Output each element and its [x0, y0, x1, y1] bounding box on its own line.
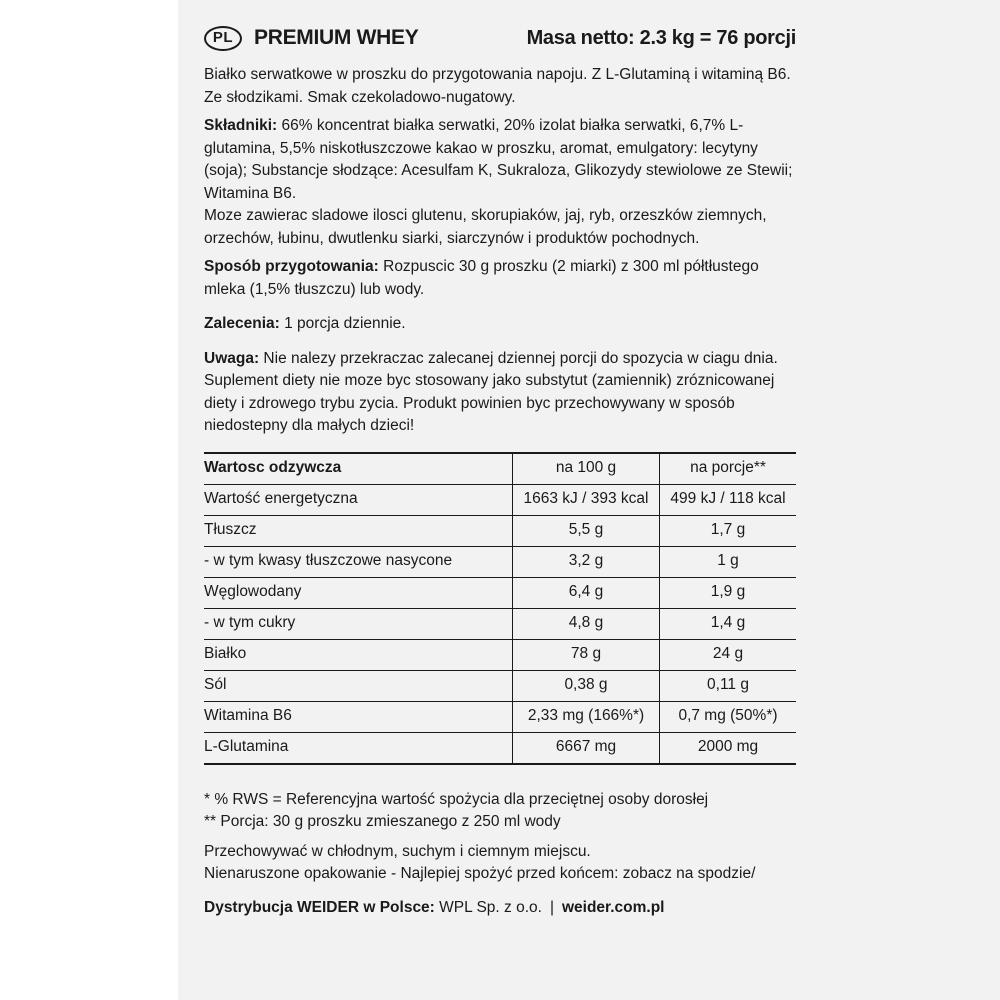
nutrient-per-portion: 0,11 g: [660, 670, 797, 701]
table-row: [204, 670, 796, 701]
ingredients-text: 66% koncentrat białka serwatki, 20% izolat białka serwatki, 6,7% L-glutamina, 5,5% niskotłuszczowe kakao w proszku, aromat, emulgatory: lecytyny (soja); Substancje słodzące: Acesulfam K, Sukraloza, Glikozydy stewiolowe ze Stewii; Witamina B6.: [204, 117, 793, 202]
nutrient-name: - w tym cukry: [204, 608, 513, 639]
nutrient-name: L-Glutamina: [204, 732, 513, 764]
language-badge: PL: [204, 26, 242, 51]
nutrient-per100: 0,38 g: [513, 670, 660, 701]
nutrient-name: Węglowodany: [204, 577, 513, 608]
warning: [204, 348, 796, 438]
nutrient-per100: 78 g: [513, 639, 660, 670]
distribution-website: weider.com.pl: [561, 898, 665, 916]
nutrient-per-portion: 24 g: [660, 639, 797, 670]
nutrition-table: [204, 452, 796, 765]
table-row: [204, 484, 796, 515]
nutrient-per100: 1663 kJ / 393 kcal: [513, 484, 660, 515]
preparation: [204, 256, 796, 301]
table-row: [204, 732, 796, 764]
table-row: [204, 701, 796, 732]
nutrient-per-portion: 0,7 mg (50%*): [660, 701, 797, 732]
distribution-company: WPL Sp. z o.o.: [434, 898, 542, 916]
warning-text: Nie nalezy przekraczac zalecanej dziennej porcji do spozycia w ciagu dnia. Suplement diety nie moze byc stosowany jako substytut (zamiennik) zróznicowanej diety i zdrowego trybu zycia. Produkt powinien byc przechowywany w sposób niedostepny dla małych dzieci!: [204, 349, 778, 434]
best-before-line: Nienaruszone opakowanie - Najlepiej spożyć przed końcem: zobacz na spodzie/: [204, 864, 756, 882]
preparation-label: Sposób przygotowania:: [204, 258, 379, 275]
nutrition-header-per100: na 100 g: [513, 453, 660, 485]
nutrient-per100: 6,4 g: [513, 577, 660, 608]
footnotes: [204, 789, 796, 833]
nutrient-per100: 2,33 mg (166%*): [513, 701, 660, 732]
ingredients: [204, 115, 796, 205]
recommendation-text: 1 porcja dziennie.: [279, 315, 406, 332]
warning-label: Uwaga:: [204, 349, 260, 367]
distribution-separator: |: [549, 898, 554, 916]
nutrition-header-row: [204, 453, 796, 485]
nutrient-per100: 5,5 g: [513, 515, 660, 546]
table-row: [204, 577, 796, 608]
storage-info: [204, 841, 796, 885]
allergens-text: Moze zawierac sladowe ilosci glutenu, skorupiaków, jaj, ryb, orzeszków ziemnych, orzechów, łubinu, dwutlenku siarki, siarczynów i produktów pochodnych.: [204, 207, 767, 247]
nutrition-header-per-portion: na porcje**: [660, 453, 797, 485]
nutrient-per-portion: 1 g: [660, 546, 797, 577]
table-row: [204, 546, 796, 577]
nutrient-name: Wartość energetyczna: [204, 484, 513, 515]
label-header: [204, 18, 796, 58]
nutrient-per100: 6667 mg: [513, 732, 660, 764]
header-left: [204, 26, 418, 51]
nutrient-per-portion: 2000 mg: [697, 738, 759, 756]
nutrient-per100: 3,2 g: [513, 546, 660, 577]
nutrient-name: Białko: [204, 639, 513, 670]
nutrient-name: Witamina B6: [204, 701, 513, 732]
nutrient-name: Sól: [204, 670, 513, 701]
table-row: [204, 515, 796, 546]
recommendation-label: Zalecenia:: [204, 315, 280, 332]
nutrient-per-portion: 499 kJ / 118 kcal: [660, 484, 797, 515]
preparation-text: Rozpuscic 30 g proszku (2 miarki) z 300 ml półtłustego mleka (1,5% tłuszczu) lub wody.: [204, 258, 759, 298]
nutrient-per-portion: 1,7 g: [660, 515, 797, 546]
product-name: PREMIUM WHEY: [254, 25, 419, 49]
table-row: [204, 608, 796, 639]
ingredients-label: Składniki:: [204, 117, 278, 134]
footnote-rws: * % RWS = Referencyjna wartość spożycia dla przeciętnej osoby dorosłej: [204, 790, 709, 808]
nutrition-header-name: Wartosc odzywcza: [204, 453, 513, 485]
nutrient-per-portion: 1,9 g: [660, 577, 797, 608]
nutrient-name: - w tym kwasy tłuszczowe nasycone: [204, 546, 513, 577]
nutrient-per100: 4,8 g: [513, 608, 660, 639]
distribution: [204, 897, 796, 920]
product-description: Białko serwatkowe w proszku do przygotowania napoju. Z L-Glutaminą i witaminą B6. Ze słodzikami. Smak czekoladowo-nugatowy.: [204, 66, 791, 106]
recommendation: [204, 313, 796, 336]
footnote-portion: ** Porcja: 30 g proszku zmieszanego z 250 ml wody: [204, 812, 561, 830]
table-row: [204, 639, 796, 670]
net-mass: Masa netto: 2.3 kg = 76 porcji: [526, 26, 796, 49]
product-label: [204, 18, 796, 919]
nutrient-per-portion: 1,4 g: [660, 608, 797, 639]
distribution-label: Dystrybucja WEIDER w Polsce:: [204, 898, 435, 916]
nutrient-name: Tłuszcz: [204, 515, 513, 546]
storage-line: Przechowywać w chłodnym, suchym i ciemnym miejscu.: [204, 842, 591, 860]
